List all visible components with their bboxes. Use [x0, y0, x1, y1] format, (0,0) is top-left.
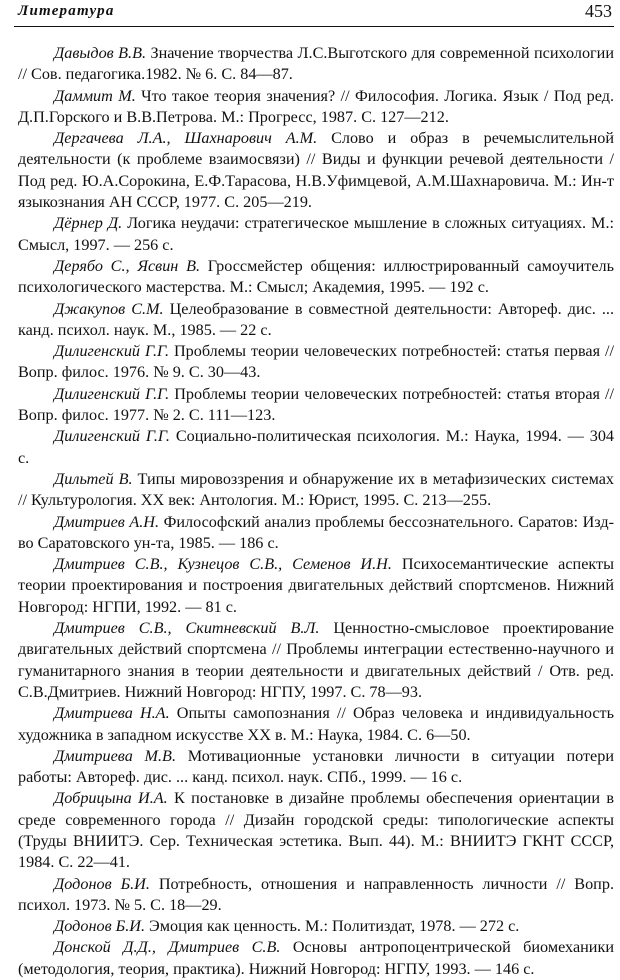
entry-author: Дергачева Л.А., Шахнарович А.М.	[54, 129, 318, 148]
section-title: Литература	[18, 3, 115, 19]
entry-text: К постановке в дизайне проблемы обеспечения ориентации в среде современного города // Дизайн городской среды: типологические аспекты (Труды ВНИИТЭ. Сер. Техническая эстетика. Вып. 44). М.: ВНИИТЭ ГКНТ СССР, 1984. С. 22—41.	[18, 789, 614, 872]
entry-text: Мотивационные установки личности в ситуации потери работы: Автореф. дис. ... канд. психол. наук. СПб., 1999. — 16 с.	[18, 746, 614, 787]
bibliography-list	[14, 43, 614, 980]
entry-text: Логика неудачи: стратегическое мышление в сложных ситуациях. М.: Смысл, 1997. — 256 с.	[18, 214, 614, 254]
entry-text: Значение творчества Л.С.Выготского для современной психологии // Сов. педагогика.1982. № 6. С. 84—87.	[18, 44, 614, 84]
bibliography-entry	[18, 86, 614, 129]
bibliography-entry	[18, 299, 614, 342]
bibliography-entry	[18, 874, 614, 917]
bibliography-entry	[18, 426, 614, 469]
entry-text: Опыты самопознания // Образ человека и индивидуальность художника в западном искусстве XX в. М.: Наука, 1984. С. 6—50.	[18, 704, 615, 744]
entry-text: Ценностно-смысловое проектирование двигательных действий спортсмена // Проблемы интеграции естественно-научного и гуманитарного знания в теории деятельности и двигательных действий / Отв. ред. С.В.Дмитриев. Нижний Новгород: НГПУ, 1997. С. 78—93.	[18, 619, 614, 701]
bibliography-entry	[18, 341, 614, 384]
running-header	[14, 0, 614, 27]
entry-author: Дильтей В.	[54, 469, 133, 488]
bibliography-entry	[18, 746, 614, 789]
entry-text: Проблемы теории человеческих потребностей: статья вторая // Вопр. филос. 1977. № 2. С. 111—123.	[18, 384, 615, 425]
entry-text: Проблемы теории человеческих потребностей: статья первая // Вопр. филос. 1976. № 9. С. 30—43.	[18, 342, 614, 382]
bibliography-entry	[18, 788, 614, 873]
entry-text: Целеобразование в совместной деятельности: Автореф. дис. ... канд. психол. наук. М., 1985. — 22 с.	[18, 299, 614, 339]
entry-text: Что такое теория значения? // Философия. Логика. Язык / Под ред. Д.П.Горского и В.В.Петрова. М.: Прогресс, 1987. С. 127—212.	[18, 86, 614, 126]
bibliography-entry	[18, 256, 614, 299]
entry-text: Слово и образ в речемыслительной деятельности (к проблеме взаимосвязи) // Виды и функции речевой деятельности / Под ред. Ю.А.Сорокина, Е.Ф.Тарасова, Н.В.Уфимцевой, А.М.Шахнаровича. М.: Ин-т языкознания АН СССР, 1977. С. 205—219.	[18, 129, 614, 212]
entry-author: Дёрнер Д.	[54, 214, 123, 233]
entry-author: Джакупов С.М.	[54, 299, 164, 318]
bibliography-entry	[18, 916, 614, 937]
entry-text: Основы антропоцентрической биомеханики (методология, теория, практика). Нижний Новгород: НГПУ, 1993. — 146 с.	[18, 938, 614, 978]
bibliography-entry	[18, 512, 614, 555]
bibliography-entry	[18, 213, 614, 256]
book-page	[14, 0, 615, 978]
entry-text: Философский анализ проблемы бессознательного. Саратов: Изд-во Саратовского ун-та, 1985. — 186 с.	[18, 512, 615, 552]
entry-author: Додонов Б.И.	[54, 874, 150, 893]
entry-author: Дилигенский Г.Г.	[54, 384, 170, 403]
entry-author: Дмитриева М.В.	[54, 746, 176, 765]
entry-author: Давыдов В.В.	[54, 44, 147, 62]
entry-author: Додонов Б.И.	[54, 917, 145, 936]
entry-author: Даммит М.	[54, 86, 136, 105]
bibliography-entry	[18, 937, 614, 980]
entry-text: Эмоция как ценность. М.: Политиздат, 1978. — 272 с.	[145, 917, 520, 936]
entry-author: Дмитриева Н.А.	[54, 704, 170, 723]
entry-author: Дмитриев А.Н.	[54, 512, 160, 531]
entry-author: Дилигенский Г.Г.	[54, 342, 170, 361]
bibliography-entry	[18, 618, 614, 703]
bibliography-entry	[18, 554, 614, 618]
bibliography-entry	[18, 703, 614, 746]
page-number: 453	[585, 1, 612, 21]
bibliography-entry	[18, 128, 614, 213]
entry-author: Дерябо С., Ясвин В.	[54, 256, 201, 275]
entry-text: Потребность, отношения и направленность личности // Вопр. психол. 1973. № 5. С. 18—29.	[18, 874, 614, 914]
entry-author: Дилигенский Г.Г.	[54, 427, 170, 446]
entry-author: Добрицына И.А.	[54, 789, 168, 808]
bibliography-entry	[18, 43, 614, 86]
entry-author: Донской Д.Д., Дмитриев С.В.	[54, 938, 281, 957]
entry-text: Психосемантические аспекты теории проектирования и построения двигательных действий спортсменов. Нижний Новгород: НГПИ, 1992. — 81 с.	[18, 555, 614, 616]
entry-author: Дмитриев С.В., Скитневский В.Л.	[54, 619, 320, 638]
entry-text: Социально-политическая психология. М.: Наука, 1994. — 304 с.	[18, 427, 615, 467]
entry-text: Гроссмейстер общения: иллюстрированный самоучитель психологического мастерства. М.: Смысл; Академия, 1995. — 192 с.	[18, 256, 614, 297]
bibliography-entry	[18, 384, 614, 427]
bibliography-entry	[18, 469, 614, 512]
entry-text: Типы мировоззрения и обнаружение их в метафизических системах // Культурология. XX век: Антология. М.: Юрист, 1995. С. 213—255.	[18, 469, 614, 510]
entry-author: Дмитриев С.В., Кузнецов С.В., Семенов И.Н.	[54, 555, 392, 574]
